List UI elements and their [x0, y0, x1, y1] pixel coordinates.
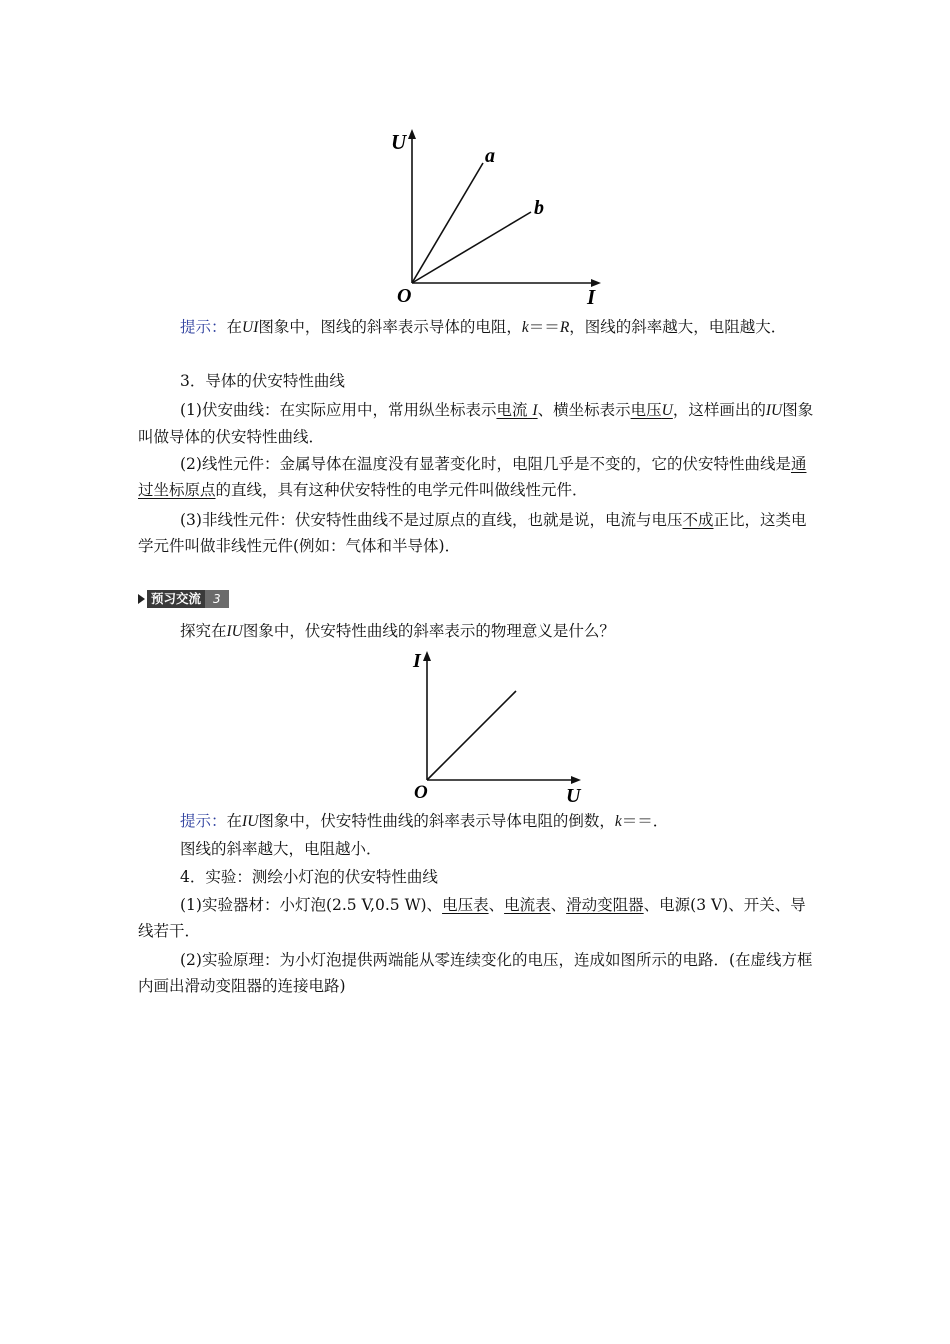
- var-iu: IU: [242, 813, 259, 830]
- var-ui: UI: [242, 319, 259, 336]
- line-a-label: a: [485, 145, 495, 167]
- var-iu: IU: [765, 402, 783, 419]
- text-span: 图象中，图线的斜率表示导体的电阻，: [258, 318, 522, 336]
- origin-label: O: [414, 782, 428, 803]
- text-span: 电流: [496, 401, 528, 419]
- text-span: 的直线，具有这种伏安特性的电学元件叫做线性元件．: [215, 481, 588, 499]
- text-span: ＝＝．: [621, 812, 669, 830]
- heading-vac-curve: 3．导体的伏安特性曲线: [180, 372, 345, 390]
- var-k: k: [614, 813, 622, 830]
- line-a: [412, 163, 483, 283]
- underline-voltage: [631, 401, 673, 419]
- u-axis-label: U: [391, 130, 407, 154]
- text-span: ，这样画出的: [672, 401, 766, 419]
- text-span: 在: [226, 318, 243, 336]
- origin-label: O: [397, 285, 412, 307]
- paragraph-equipment: [138, 892, 818, 944]
- underline-through-origin: 通过坐标原点: [138, 455, 807, 499]
- text-span: (1)实验器材：小灯泡(2.5 V,0.5 W)、: [180, 896, 443, 914]
- paragraph-linear-element: [138, 451, 818, 503]
- underline-not: 不成: [682, 511, 714, 529]
- var-r: R: [559, 319, 570, 336]
- heading-experiment: 4．实验：测绘小灯泡的伏安特性曲线: [180, 868, 438, 886]
- underline-voltmeter: 电压表: [442, 896, 489, 914]
- line-b-label: b: [534, 197, 544, 219]
- text-span: 图象中，伏安特性曲线的斜率表示的物理意义是什么？: [242, 622, 615, 640]
- text-span: 在: [226, 812, 243, 830]
- underline-rheostat: 滑动变阻器: [566, 896, 644, 914]
- section-badge: 预习交流: [147, 590, 205, 608]
- text-span: (1)伏安曲线：在实际应用中，常用纵坐标表示: [180, 401, 497, 419]
- ui-graph-svg: [385, 125, 615, 310]
- paragraph-slope-conclusion: 图线的斜率越大，电阻越小．: [180, 840, 382, 858]
- text-span: ，图线的斜率越大，电阻越大．: [569, 318, 787, 336]
- paragraph-vac-curve: [138, 397, 818, 450]
- arrow-right-icon: [138, 594, 145, 604]
- var-k: k: [521, 319, 529, 336]
- vac-line: [427, 691, 516, 780]
- hint-label: 提示：: [180, 318, 227, 336]
- i-axis-arrow: [423, 651, 431, 661]
- i-axis-label: I: [587, 285, 596, 309]
- hint-paragraph-iu: [138, 808, 818, 835]
- u-axis-arrow: [571, 776, 581, 784]
- text-span: (2)线性元件：金属导体在温度没有显著变化时，电阻几乎是不变的，它的伏安特性曲线是: [180, 455, 791, 473]
- var-u: U: [661, 402, 673, 419]
- text-span: 、电源(3 V)、开关、导线若干．: [138, 896, 806, 940]
- hint-paragraph-ui: [138, 314, 818, 341]
- text-span: 、横坐标表示: [537, 401, 631, 419]
- text-span: 探究在: [180, 622, 227, 640]
- u-axis-arrow: [408, 129, 416, 139]
- text-span: 、: [488, 896, 505, 914]
- text-span: 图象中，伏安特性曲线的斜率表示导体电阻的倒数，: [258, 812, 615, 830]
- line-b: [412, 212, 531, 283]
- iu-graph-svg: [400, 645, 600, 810]
- var-i: I: [532, 402, 538, 419]
- text-span: ＝＝: [528, 318, 560, 336]
- text-span: 正比，这类电学元件叫做非线性元件(例如：气体和半导体)．: [138, 511, 807, 555]
- text-span: 、: [550, 896, 567, 914]
- paragraph-principle: (2)实验原理：为小灯泡提供两端能从零连续变化的电压，连成如图所示的电路．(在虚线方框内画出滑动变阻器的连接电路): [138, 951, 813, 995]
- underline-ammeter: 电流表: [504, 896, 551, 914]
- text-span: 图象叫做导体的伏安特性曲线．: [138, 401, 814, 446]
- iu-graph-figure: [400, 645, 600, 810]
- underline-current: [496, 401, 537, 419]
- section-header: [138, 590, 229, 608]
- text-span: (3)非线性元件：伏安特性曲线不是过原点的直线，也就是说，电流与电压: [180, 511, 683, 529]
- var-iu: IU: [226, 623, 243, 640]
- section-number: 3: [205, 590, 229, 608]
- i-axis-label: I: [413, 650, 421, 672]
- ui-graph-figure: [385, 125, 615, 310]
- paragraph-nonlinear-element: [138, 507, 818, 559]
- question-paragraph: [138, 618, 818, 645]
- text-span: 电压: [630, 401, 662, 419]
- u-axis-label: U: [566, 785, 581, 807]
- hint-label: 提示：: [180, 812, 227, 830]
